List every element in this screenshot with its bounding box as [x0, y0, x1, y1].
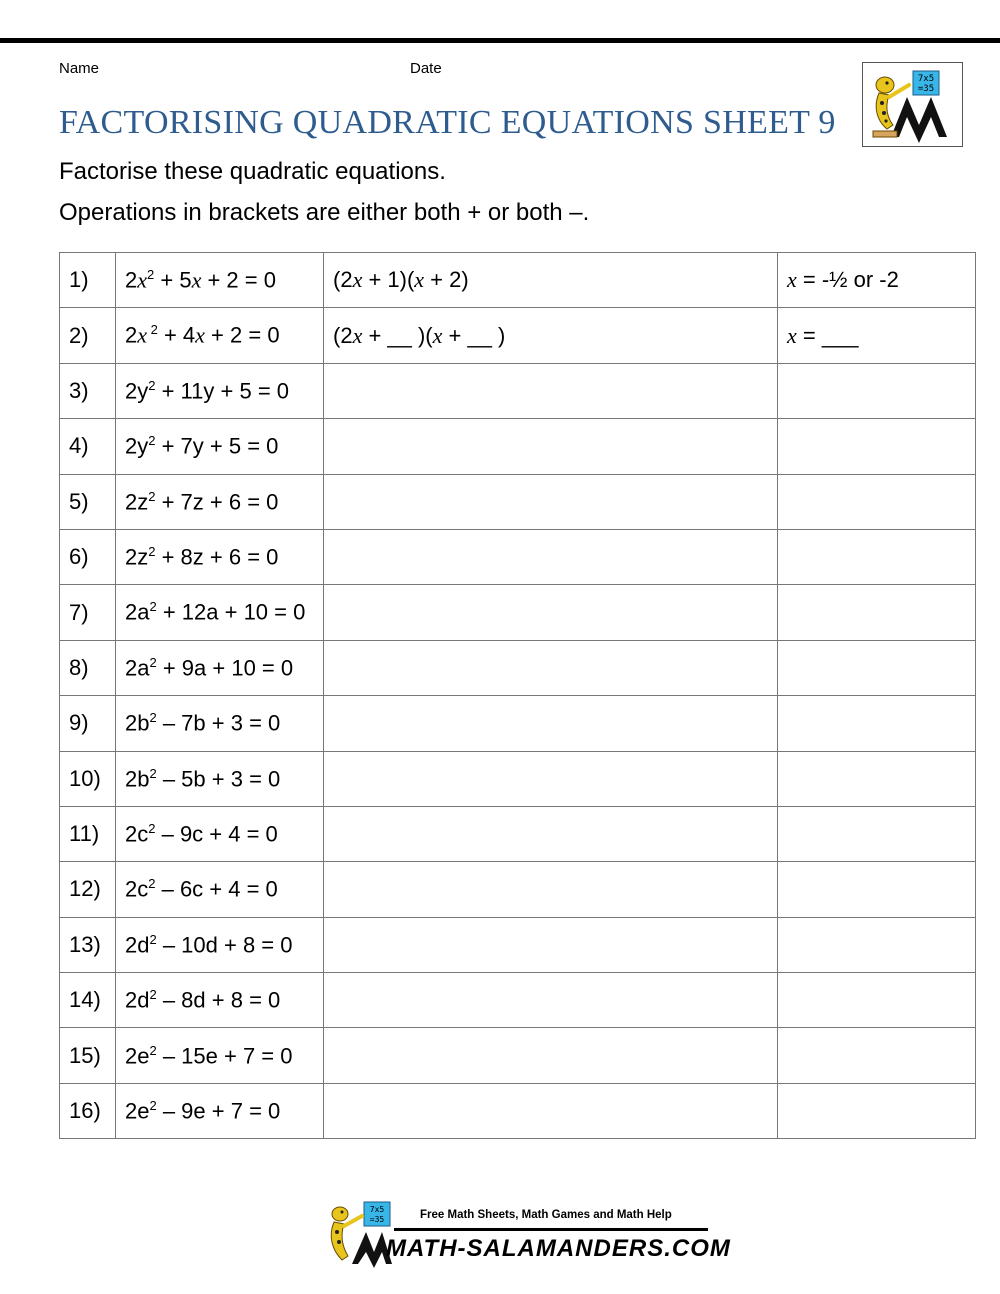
solution-cell[interactable] [778, 419, 976, 474]
question-number: 4) [60, 419, 116, 474]
question-number: 5) [60, 474, 116, 529]
solution-cell[interactable] [778, 640, 976, 695]
equation: $2y^2 + 11y + 5 = 0$ [116, 363, 324, 418]
solution: x = -½ or -2 [778, 253, 976, 308]
equation: $2e^2 - 15e + 7 = 0$ [116, 1028, 324, 1083]
table-row [60, 973, 976, 1028]
answer-cell[interactable] [324, 806, 778, 861]
answer-cell[interactable] [324, 917, 778, 972]
date-label: Date [410, 60, 442, 77]
solution-cell[interactable] [778, 862, 976, 917]
factorised-answer[interactable]: (2x + __ )(x + __ ) [324, 308, 778, 363]
question-number: 12) [60, 862, 116, 917]
question-number: 1) [60, 253, 116, 308]
question-number: 8) [60, 640, 116, 695]
answer-cell[interactable] [324, 1083, 778, 1138]
solution-cell[interactable] [778, 363, 976, 418]
question-number: 14) [60, 973, 116, 1028]
footer-salamander-icon [322, 1198, 392, 1270]
worksheet-table [59, 252, 976, 1139]
solution-cell[interactable] [778, 806, 976, 861]
table-row [60, 529, 976, 584]
footer-rule [394, 1228, 708, 1231]
answer-cell[interactable] [324, 529, 778, 584]
factorised-answer: (2x + 1)(x + 2) [324, 253, 778, 308]
table-row [60, 308, 976, 363]
equation: $2z^2 + 7z + 6 = 0$ [116, 474, 324, 529]
solution-cell[interactable] [778, 585, 976, 640]
table-row [60, 1083, 976, 1138]
equation: $2z^2 + 8z + 6 = 0$ [116, 529, 324, 584]
top-rule [0, 38, 1000, 43]
table-row [60, 696, 976, 751]
solution-cell[interactable] [778, 474, 976, 529]
equation: $2e^2 - 9e + 7 = 0$ [116, 1083, 324, 1138]
table-row [60, 585, 976, 640]
equation: $2a^2 + 12a + 10 = 0$ [116, 585, 324, 640]
question-number: 16) [60, 1083, 116, 1138]
table-row [60, 474, 976, 529]
table-row [60, 1028, 976, 1083]
solution-cell[interactable] [778, 1083, 976, 1138]
table-row [60, 419, 976, 474]
equation: 2x $^2$ + 4x + 2 = 0 [116, 308, 324, 363]
footer-tagline: Free Math Sheets, Math Games and Math Help [420, 1209, 672, 1221]
equation: $2b^2 - 5b + 3 = 0$ [116, 751, 324, 806]
footer-logo[interactable] [322, 1198, 731, 1270]
svg-text:7x5: 7x5 [369, 1205, 385, 1214]
question-number: 3) [60, 363, 116, 418]
answer-cell[interactable] [324, 751, 778, 806]
solution-cell[interactable] [778, 973, 976, 1028]
svg-text:=35: =35 [369, 1215, 385, 1224]
table-row [60, 862, 976, 917]
solution-cell[interactable] [778, 529, 976, 584]
answer-cell[interactable] [324, 862, 778, 917]
table-row [60, 751, 976, 806]
solution-cell[interactable] [778, 1028, 976, 1083]
equation: $2y^2 + 7y + 5 = 0$ [116, 419, 324, 474]
question-number: 15) [60, 1028, 116, 1083]
salamander-logo-icon [863, 63, 962, 146]
svg-text:=35: =35 [917, 84, 935, 94]
footer-brand: MATH-SALAMANDERS.COM [386, 1235, 731, 1262]
question-number: 6) [60, 529, 116, 584]
equation: $2c^2 - 6c + 4 = 0$ [116, 862, 324, 917]
answer-cell[interactable] [324, 419, 778, 474]
instruction-line-1: Factorise these quadratic equations. [59, 158, 446, 185]
solution-cell[interactable] [778, 751, 976, 806]
question-number: 13) [60, 917, 116, 972]
table-row [60, 640, 976, 695]
svg-text:7x5: 7x5 [917, 74, 935, 84]
equation: $2x^2 + 5x + 2 = 0$ [116, 253, 324, 308]
answer-cell[interactable] [324, 474, 778, 529]
equation: $2d^2 - 8d + 8 = 0$ [116, 973, 324, 1028]
answer-cell[interactable] [324, 973, 778, 1028]
answer-cell[interactable] [324, 1028, 778, 1083]
question-number: 9) [60, 696, 116, 751]
table-row [60, 806, 976, 861]
equation: $2b^2 - 7b + 3 = 0$ [116, 696, 324, 751]
page-title: FACTORISING QUADRATIC EQUATIONS SHEET 9 [59, 104, 836, 141]
solution[interactable]: x = ___ [778, 308, 976, 363]
solution-cell[interactable] [778, 696, 976, 751]
equation: $2a^2 + 9a + 10 = 0$ [116, 640, 324, 695]
table-row [60, 917, 976, 972]
salamander-logo [862, 62, 963, 147]
equation: $2c^2 - 9c + 4 = 0$ [116, 806, 324, 861]
question-number: 11) [60, 806, 116, 861]
answer-cell[interactable] [324, 363, 778, 418]
equation: $2d^2 - 10d + 8 = 0$ [116, 917, 324, 972]
answer-cell[interactable] [324, 640, 778, 695]
question-number: 7) [60, 585, 116, 640]
solution-cell[interactable] [778, 917, 976, 972]
answer-cell[interactable] [324, 696, 778, 751]
table-row [60, 363, 976, 418]
instruction-line-2: Operations in brackets are either both + or both –. [59, 199, 590, 226]
question-number: 2) [60, 308, 116, 363]
question-number: 10) [60, 751, 116, 806]
table-row [60, 253, 976, 308]
name-label: Name [59, 60, 100, 77]
answer-cell[interactable] [324, 585, 778, 640]
